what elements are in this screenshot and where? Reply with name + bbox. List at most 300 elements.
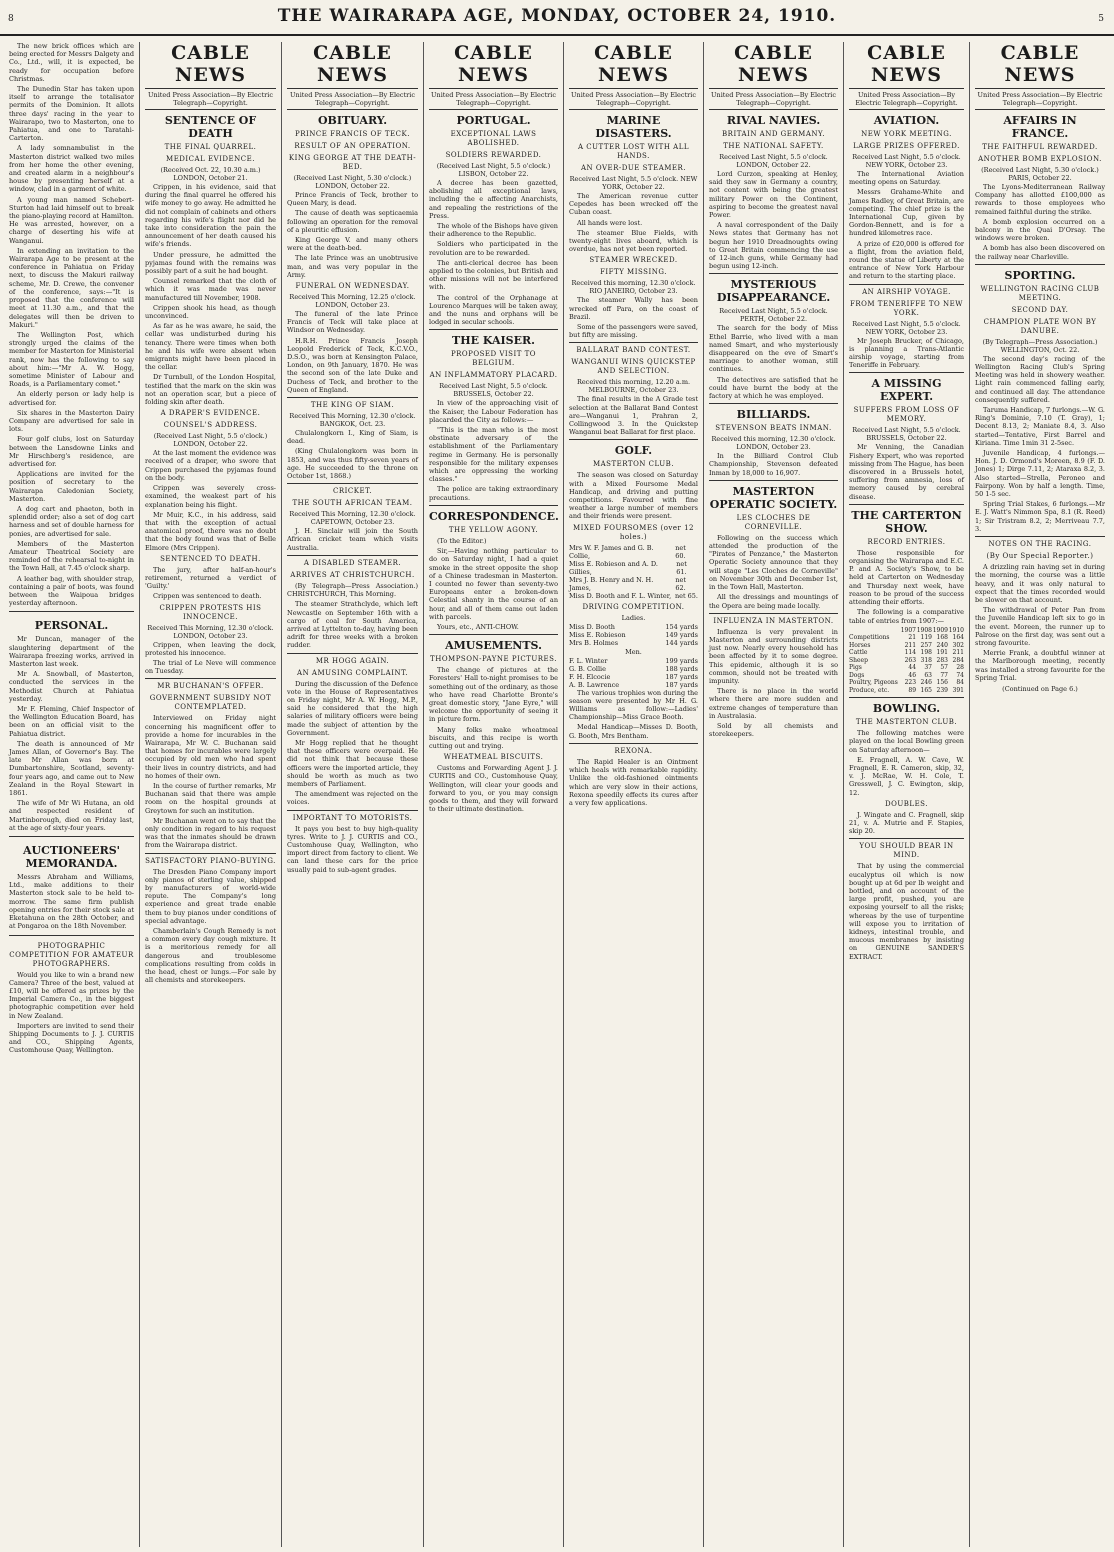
article-title: RIVAL NAVIES. [726, 114, 821, 127]
table-cell: 46 [908, 671, 917, 679]
article-subhead: PROPOSED VISIT TO BELGIUM. [450, 350, 537, 368]
article-subhead: SUFFERS FROM LOSS OF MEMORY. [853, 406, 960, 424]
result-value: net 62. [675, 575, 686, 592]
table-cell: 57 [940, 664, 948, 672]
paragraph: Customs and Forwarding Agent J. J. CURTIS and CO., Customhouse Quay, Wellington, will clear your goods and forward to you, or you may consign goods to them, and they will forward to their ultimate destination. [429, 764, 558, 814]
table-cell: 119 [920, 634, 932, 642]
paragraph: In the course of further remarks, Mr Buchanan said that there was ample room on the hospital grounds at Greytown for such an institution. [145, 781, 276, 815]
article-subhead: REXONA. [614, 746, 653, 755]
article-subhead: A DISABLED STEAMER. [303, 558, 402, 567]
dateline: Received This Morning, 12.30 o'clock. CAPETOWN, October 23. [289, 510, 416, 527]
article-subhead: IMPORTANT TO MOTORISTS. [292, 813, 413, 822]
divider [975, 536, 1105, 537]
article-paragraphs [569, 395, 698, 436]
table-cell: 283 [936, 656, 948, 664]
page-number-right: 5 [1098, 14, 1104, 24]
article-subhead: THE NATIONAL SAFETY. [723, 142, 824, 150]
divider [287, 810, 418, 811]
personal-heading: PERSONAL. [34, 619, 109, 633]
article-subhead: AN AIRSHIP VOYAGE. [862, 287, 951, 296]
continued-note: (Continued on Page 6.) [1002, 684, 1078, 693]
article-paragraphs [429, 179, 558, 326]
article-subhead: MR BUCHANAN'S OFFER. [157, 682, 264, 691]
paragraph: The detectives are satisfied that he could have burnt the body at the factory at which he was employed. [709, 375, 838, 401]
article-paragraphs [287, 825, 418, 874]
article-paragraphs [709, 534, 838, 610]
paragraph: It pays you best to buy high-quality tyres. Write to J. J. CURTIS and CO., Customhouse Quay, Wellington, who import direct from factory to client. We can land these cars for the price usually paid to sub-agent grades. [287, 824, 418, 874]
result-value: 154 yards [665, 622, 698, 631]
table-cell: 89 [908, 686, 917, 694]
cable-news-banner: CABLE NEWS [975, 42, 1105, 89]
photo-paragraphs [9, 971, 134, 1055]
article-paragraphs [145, 183, 276, 406]
result-row [569, 657, 698, 665]
paragraph: The steamer Blue Fields, with twenty-eight lives aboard, which is overdue, has not yet been reported. [569, 228, 698, 254]
article-subhead: FIFTY MISSING. [600, 268, 667, 277]
paragraph: The following matches were played on the local Bowling green on Saturday afternoon— [849, 729, 964, 754]
men-results [569, 657, 698, 689]
table-cell: 44 [908, 664, 917, 672]
column-aviation [844, 42, 970, 1547]
paragraph: Chulalongkorn I., King of Siam, is dead. [287, 429, 418, 446]
article-subhead: SENTENCED TO DEATH. [160, 554, 261, 563]
divider [849, 284, 964, 285]
result-value: 187 yards [665, 672, 698, 681]
table-header-cell [849, 627, 900, 635]
article-title: BILLIARDS. [736, 408, 811, 422]
table-cell: Horses [849, 641, 871, 649]
paragraph: The jury, after half-an-hour's retirement, returned a verdict of 'Guilty.' [145, 565, 276, 591]
result-row [569, 639, 698, 647]
article-subhead: ARRIVES AT CHRISTCHURCH. [290, 570, 415, 579]
table-cell: Produce, etc. [849, 686, 890, 694]
table-cell: 211 [952, 649, 964, 657]
paragraph: The Lyons-Mediterranean Railway Company has allotted £100,000 as rewards to those employees who remained faithful during the strike. [975, 183, 1105, 216]
article-subhead: AN AMUSING COMPLAINT. [297, 668, 408, 677]
article-paragraphs [287, 191, 418, 279]
dateline: Received Last Night, 5.5 o'clock. BRUSSELS, October 22. [852, 426, 961, 443]
result-name: Mrs W. F. James and G. B. Collie, [569, 543, 654, 560]
paragraph: "This is the man who is the most obstinate adversary of the establishment of the Parliamentary regime in Germany. He is personally responsible for the military expenses which are oppressing the working classes." [429, 426, 558, 484]
table-cell: Pigs [849, 664, 862, 672]
dateline: (Received Last Night, 5.30 o'clock.) LONDON, October 22. [293, 174, 412, 190]
divider [849, 372, 964, 373]
paragraph: The new brick offices which are being erected for Messrs Dalgety and Co., Ltd., will, it is expected, be ready for occupation before Christmas. [9, 42, 134, 83]
divider [287, 555, 418, 556]
auctioneers-heading: AUCTIONEERS' MEMORANDA. [22, 844, 121, 871]
divider [145, 678, 276, 679]
result-name: Miss D. Booth [569, 622, 615, 631]
article-paragraphs [975, 355, 1105, 533]
dateline: (Received Last Night, 5.5 o'clock.) LONDON, October 22. [153, 432, 268, 449]
table-cell: 28 [956, 664, 964, 672]
paragraph: Crippen was severely cross-examined, the weakest part of his explanation being his flight. [145, 484, 276, 509]
article-subhead: STEVENSON BEATS INMAN. [715, 424, 832, 433]
dateline: (Received Oct. 22, 10.30 a.m.) LONDON, October 21. [160, 166, 261, 182]
paragraph: (King Chulalongkorn was born in 1853, and was thus fifty-seven years of age. He succeeded to the throne on October 1st, 1868.) [287, 447, 418, 481]
dateline: Received Last Night, 5.5 o'clock. BRUSSELS, October 22. [439, 382, 548, 399]
article-title: SENTENCE OF DEATH [164, 114, 257, 140]
article-subhead: MEDICAL EVIDENCE. [166, 155, 255, 163]
divider [849, 697, 964, 698]
article-paragraphs [569, 296, 698, 339]
table-cell: 74 [956, 671, 964, 679]
article-paragraphs [287, 429, 418, 480]
article-subhead: THOMPSON-PAYNE PICTURES. [430, 655, 557, 664]
paragraph: An elderly person or lady help is advertised for. [9, 390, 134, 407]
article-title: MASTERTON OPERATIC SOCIETY. [709, 484, 838, 511]
table-cell: Dogs [849, 671, 865, 679]
dateline: (Received Last Night, 5.30 o'clock.) PARIS, October 22. [981, 166, 1099, 182]
divider [429, 505, 558, 506]
paragraph: Mr F. Fleming, Chief Inspector of the Wellington Education Board, has been on an official visit to the Pahiatua district. [9, 705, 134, 738]
article-subhead: FROM TENERIFFE TO NEW YORK. [850, 299, 963, 317]
table-cell: 302 [952, 641, 964, 649]
article-subhead: COUNSEL'S ADDRESS. [163, 421, 258, 430]
article-subhead: FUNERAL ON WEDNESDAY. [295, 282, 410, 291]
table-cell: 318 [920, 656, 932, 664]
column-sentence-of-death [140, 42, 282, 1547]
paragraph: The second day's racing of the Wellington Racing Club's Spring Meeting was held in showery weather. Light rain commenced falling early, and continued all day. The attendance consequently suffered. [975, 354, 1105, 404]
result-value: 187 yards [665, 680, 698, 689]
paragraph: The final results in the A Grade test selection at the Ballarat Band Contest are—Wanganui 1, Prahran 2, Collingwood 3. In the Quickstep Wanganui beat Ballarat for first place. [569, 395, 698, 437]
cable-news-banner: CABLE NEWS [145, 42, 276, 89]
table-cell: 239 [936, 686, 948, 694]
article-subhead: LES CLOCHES DE CORNEVILLE. [736, 513, 811, 531]
paragraph: Soldiers who participated in the revolution are to be rewarded. [429, 240, 558, 257]
paragraph: Spring Trial Stakes, 6 furlongs.—Mr E. J. Watt's Nimmon Spa, 8.1 (R. Reed) 1; Sir Tristram 8.2, 2; Merriveau 7.7, 3. [975, 500, 1105, 533]
paragraph: Mr A. Snowball, of Masterton, conducted the services in the Methodist Church at Pahiatua yesterday. [9, 670, 134, 703]
article-paragraphs [287, 527, 418, 552]
paragraph: That by using the commercial eucalyptus oil which is now bought up at 6d per lb weight and bottled, and on account of the large profit, pushed, you are exposing yourself to all the risks; whereas by the use of turpentine will expose you to irritation of kidneys, intestinal trouble, and mucous membranes by insisting on GENUINE SANDER'S EXTRACT. [849, 862, 964, 961]
article-title: AVIATION. [873, 114, 940, 127]
paragraph: Messrs Abraham and Williams, Ltd., make additions to their Masterton stock sale to be held to-morrow. The same firm publish opening entries for their stock sale at Eketahuna on the 28th October, and at Pongaroa on the 18th November. [9, 873, 134, 931]
paragraph: Merrie Frank, a doubtful winner at the Marlborough meeting, recently was installed a strong favourite for the Spring Trial. [975, 649, 1105, 682]
paragraph: Chamberlain's Cough Remedy is not a common every day cough mixture. It is a meritorious remedy for all dangerous and troublesome complications resulting from colds in the head, chest or lungs.—For sale by all chemists and storekeepers. [145, 927, 276, 985]
paragraph: The various trophies won during the season were presented by Mr H. G. Williams as follow:—Ladies' Championship—Miss Grace Booth. [569, 688, 698, 722]
result-name: F. L. Winter [569, 656, 608, 665]
article-subhead: NEW YORK MEETING. [861, 130, 952, 138]
table-cell: 284 [952, 656, 964, 664]
table-cell: 168 [936, 634, 948, 642]
table-cell: 211 [904, 641, 917, 649]
paragraph: Mr Muir, K.C., in his address, said that with the exception of actual anatomical proof, there was no doubt that the body found was that of Belle Elmore (Mrs Crippen). [145, 510, 276, 552]
article-subhead: RECORD ENTRIES. [867, 537, 946, 546]
article-subhead: BRITAIN AND GERMANY. [722, 130, 825, 138]
article-paragraphs [849, 811, 964, 836]
result-value: 149 yards [665, 630, 698, 639]
divider [709, 480, 838, 481]
result-row [569, 576, 698, 592]
article-paragraphs [569, 689, 698, 740]
article-title: AMUSEMENTS. [445, 639, 542, 653]
article-subhead: SECOND DAY. [1011, 305, 1069, 314]
service-line: United Press Association—By Electric Telegraph—Copyright. [849, 89, 964, 110]
paragraph: Mr Duncan, manager of the slaughtering department of the Wairarapa freezing works, arrived in Masterton last week. [9, 635, 134, 669]
dateline: Received Last Night, 5.5 o'clock. NEW YORK, October 23. [852, 153, 961, 169]
table-row [849, 634, 964, 642]
entries-table-header [849, 627, 964, 635]
result-row [569, 665, 698, 673]
paragraph: There is no place in the world where there are more sudden and extreme changes of temperature than in Australasia. [709, 687, 838, 720]
table-row [849, 664, 964, 672]
table-cell: 114 [904, 649, 917, 657]
paragraph: A bomb explosion occurred on a balcony in the Quai D'Orsay. The windows were broken. [975, 217, 1105, 243]
paragraph: The anti-clerical decree has been applied to the colonies, but British and other missions will not be interfered with. [429, 258, 558, 292]
article-subhead: A DRAPER'S EVIDENCE. [160, 409, 261, 418]
article-subhead: THE FAITHFUL REWARDED. [982, 143, 1098, 151]
paragraph: Sold by all chemists and storekeepers. [709, 721, 838, 739]
table-cell: 391 [952, 686, 964, 694]
photo-heading: PHOTOGRAPHIC COMPETITION FOR AMATEUR PHOTOGRAPHERS. [9, 941, 134, 968]
article-subhead: THE KING OF SIAM. [310, 401, 395, 410]
table-cell: 21 [908, 634, 917, 642]
table-cell: 84 [956, 679, 964, 687]
article-subhead: BALLARAT BAND CONTEST. [576, 346, 691, 355]
paragraph: Taruma Handicap, 7 furlongs.—W. G. Ring's Dominie, 7.10 (T. Gray), 1; Decent 8.13, 2; Maniate 8.4, 3. Also started—Tentative, First Barrel and Kiriana. Time 1min 31 2-5sec. [975, 406, 1105, 447]
paragraph: Counsel remarked that the cloth of which it was made was never manufactured till November, 1908. [145, 277, 276, 302]
page-number-left: 8 [8, 14, 14, 24]
result-name: Mrs J. B. Henry and N. H. James, [569, 575, 654, 592]
article-subhead: YOU SHOULD BEAR IN MIND. [859, 842, 954, 860]
paragraph: Members of the Masterton Amateur Theatrical Society are reminded of the rehearsal to-night in the Town Hall, at 7.45 o'clock sharp. [9, 539, 134, 573]
article-subhead: DOUBLES. [885, 799, 928, 808]
result-name: Miss E. Robieson and A. D. Gillies, [569, 559, 658, 576]
article-title: GOLF. [614, 444, 653, 458]
table-cell: 156 [936, 679, 948, 687]
paragraph: Crippen was sentenced to death. [153, 592, 262, 601]
paragraph: In the Billiard Control Club Championship, Stevenson defeated Inman by 18,000 to 16,907. [709, 452, 838, 477]
dateline: Received Last Night, 5.5 o'clock. NEW YORK, October 22. [569, 175, 698, 191]
personal-section [9, 611, 134, 832]
article-title: AFFAIRS IN FRANCE. [1003, 114, 1077, 140]
paragraph: Mr Buchanan went on to say that the only condition in regard to his request was that the inmates should be drawn from the Wairarapa district. [145, 816, 276, 850]
divider [569, 342, 698, 343]
article-subhead: CRIPPEN PROTESTS HIS INNOCENCE. [159, 603, 262, 621]
article-subhead: KING GEORGE AT THE DEATH-BED. [288, 154, 417, 171]
dateline: (Received Last Night, 5.5 o'clock.) LISBON, October 22. [436, 162, 551, 178]
table-cell: 37 [924, 664, 932, 672]
newspaper-title: THE WAIRARAPA AGE, MONDAY, OCTOBER 24, 1910. [277, 6, 837, 26]
article-subhead: STEAMER WRECKED. [589, 256, 678, 265]
table-cell: Poultry, Pigeons [849, 679, 898, 687]
service-line: United Press Association—By Electric Telegraph—Copyright. [975, 89, 1105, 110]
paragraph: The funeral of the late Prince Francis of Teck will take place at Windsor on Wednesday. [287, 310, 418, 335]
paragraph: The season was closed on Saturday with a Mixed Foursome Medal Handicap, and driving and putting competitions. Favoured with fine weather a large number of members and their friends were present. [569, 471, 698, 521]
paragraph: Would you like to win a brand new Camera? Three of the best, valued at £10, will be offered as prizes by the Imperial Camera Co., in the biggest photographic competition ever held in New Zealand. [9, 970, 134, 1020]
article-title: CORRESPONDENCE. [429, 509, 559, 523]
article-paragraphs [145, 449, 276, 551]
table-cell: 63 [924, 671, 932, 679]
paragraph: The whole of the Bishops have given their adherence to the Republic. [429, 222, 558, 239]
entries-table [849, 627, 964, 695]
service-line: United Press Association—By Electric Telegraph—Copyright. [569, 89, 698, 110]
dateline: Received Last Night, 5.5 o'clock. NEW YORK, October 23. [852, 319, 961, 336]
article-subhead: (By Our Special Reporter.) [986, 552, 1094, 561]
result-row [569, 623, 698, 631]
article-paragraphs [145, 566, 276, 601]
divider [569, 743, 698, 744]
paragraph: The Dunedin Star has taken upon itself to arrange the totalisator permits of the Dominion. It allots three days' racing in the year to Wairarapo, two to Masterton, one to Pahiatua, and one to Taratahi-Carterton. [9, 85, 134, 143]
divider [709, 273, 838, 274]
paragraph: A naval correspondent of the Daily News states that Germany has not begun her 1910 Dreadnoughts owing to Great Britain commencing the use of 12-inch guns, while Germany had begun using 12-inch. [709, 221, 838, 271]
paragraph: The change of pictures at the Foresters' Hall to-night promises to be something out of the ordinary, as those who have read Charlotte Bronte's great domestic story, "Jane Eyre," will welcome the opportunity of seeing it in picture form. [429, 666, 558, 724]
paragraph: In view of the approaching visit of the Kaiser, the Labour Federation has placarded the City as follows:— [429, 399, 558, 424]
service-line: United Press Association—By Electric Telegraph—Copyright. [287, 89, 418, 110]
result-row [569, 681, 698, 689]
article-paragraphs [429, 666, 558, 750]
article-subhead: NOTES ON THE RACING. [988, 540, 1092, 549]
paragraph: Under pressure, he admitted the pyjamas found with the remains was possibly part of a suit he had bought. [145, 250, 276, 276]
paragraph: Importers are invited to send their Shipping Documents to J. J. CURTIS and CO., Shipping Agents, Customhouse Quay, Wellington. [9, 1021, 134, 1055]
article-subhead: CHAMPION PLATE WON BY DANUBE. [983, 317, 1097, 335]
paragraph: The steamer Wally has been wrecked off Para, on the coast of Brazil. [569, 296, 698, 321]
paragraph: The search for the body of Miss Ethel Barrie, who lived with a man named Smart, and who mysteriously disappeared on the eve of Smart's marriage to another woman, still continues. [709, 324, 838, 374]
article-paragraphs [569, 192, 698, 253]
table-cell: Cattle [849, 649, 868, 657]
table-cell: 164 [952, 634, 964, 642]
paragraph: Prince Francis of Teck, brother to Queen Mary, is dead. [287, 191, 418, 208]
paragraph: The death is announced of Mr James Allan, of Governor's Bay. The late Mr Allan was born at Dumbartonshire, Scotland, seventy-four years ago, and came out to New Zealand in the Royal Stewart in 1861. [9, 739, 134, 798]
article-title: THE CARTERTON SHOW. [851, 508, 962, 535]
article-subhead: LARGE PRIZES OFFERED. [853, 142, 960, 150]
paragraph: As far as he was aware, he said, the cellar was undisturbed during his tenancy. There were times when both he and his wife were absent when emigrants might have been placed in the cellar. [145, 322, 276, 372]
result-value: net 65. [674, 591, 698, 600]
table-header-cell: 1908 [916, 626, 932, 634]
paragraph: All the dressings and mountings of the Opera are being made locally. [709, 593, 838, 610]
article-paragraphs [429, 764, 558, 813]
auctioneers-paragraphs [9, 873, 134, 930]
paragraph: During the discussion of the Defence vote in the House of Representatives on Friday night, Mr A. W. Hogg, M.P., said he considered that the high salaries of military officers were being made the subject of attention by the Government. [287, 679, 418, 737]
dateline: Received Last Night, 5.5 o'clock. PERTH, October 22. [719, 307, 828, 324]
column-local-news [4, 42, 140, 1547]
paragraph: The withdrawal of Peter Pan from the Juvenile Handicap left six to go in the event. Moreen, the runner up to Palrose on the first day, was sent out a strong favourite. [975, 606, 1105, 647]
article-title: A MISSING EXPERT. [871, 377, 942, 404]
divider [429, 329, 558, 330]
table-cell: Competitions [849, 634, 890, 642]
table-cell: 223 [904, 679, 917, 687]
dateline: Received This Morning, 12.30 o'clock. LONDON, October 23. [147, 623, 274, 640]
article-subhead: MASTERTON CLUB. [592, 460, 675, 469]
local-news-paragraphs [9, 42, 134, 607]
article-subhead: PRINCE FRANCIS OF TECK. [295, 130, 410, 138]
dateline: Received Last Night, 5.5 o'clock. LONDON, October 22. [719, 153, 828, 169]
paragraph: The amendment was rejected on the voices. [287, 790, 418, 807]
table-cell: 240 [936, 641, 948, 649]
columns [4, 42, 1110, 1547]
result-row [569, 544, 698, 560]
paragraph: (By Telegraph—Press Association.) CHRISTCHURCH, This Morning. [287, 581, 418, 599]
article-paragraphs [569, 471, 698, 520]
table-cell: 246 [920, 679, 932, 687]
article-subhead: A CUTTER LOST WITH ALL HANDS. [578, 143, 689, 160]
dateline: Received this morning, 12.20 a.m. MELBOURNE, October 23. [576, 378, 691, 395]
paragraph: J. Wingate and C. Fragnell, skip 21, v. A. Mutrie and F. Stapies, skip 20. [849, 810, 964, 836]
divider [287, 397, 418, 398]
divider [145, 853, 276, 854]
masthead [0, 0, 1114, 36]
article-title: OBITUARY. [317, 114, 388, 127]
paragraph: (To the Editor.) [437, 536, 487, 545]
divider [569, 439, 698, 440]
golf-results [569, 544, 698, 600]
article-subhead: EXCEPTIONAL LAWS ABOLISHED. [450, 130, 537, 147]
paragraph: Influenza is very prevalent in Masterton and surrounding districts just now. Nearly every household has been affected by it to some degree. This epidemic, although it is so common, should not be treated with impunity. [709, 627, 838, 685]
paragraph: The police are taking extraordinary precautions. [429, 485, 558, 502]
article-paragraphs [975, 563, 1105, 682]
article-subhead: THE YELLOW AGONY. [448, 525, 539, 534]
paragraph: Yours, etc., ANTI-CHOW. [437, 622, 519, 631]
paragraph: Dr Turnbull, of the London Hospital, testified that the mark on the skin was not an operation scar, but a piece of folding skin after death. [145, 373, 276, 407]
article-subhead: WELLINGTON RACING CLUB MEETING. [980, 284, 1100, 302]
paragraph: A prize of £20,000 is offered for a flight, from the aviation field, round the statue of Liberty at the entrance of New York Harbour and return to the starting place. [849, 239, 964, 281]
article-title: PORTUGAL. [456, 114, 531, 127]
article-paragraphs [569, 758, 698, 807]
paragraph: Six shares in the Masterton Dairy Company are advertised for sale in lots. [9, 408, 134, 434]
table-header-cell: 1907 [900, 626, 917, 634]
paragraph: The late Prince was an unobtrusive man, and was very popular in the Army. [287, 254, 418, 279]
table-cell: 198 [920, 649, 932, 657]
result-row [569, 560, 698, 576]
article-paragraphs [145, 868, 276, 985]
paragraph: The wife of Mr Wi Hutana, an old and respected resident of Martinborough, died on Friday last, at the age of sixty-four years. [9, 799, 134, 832]
paragraph: At the last moment the evidence was received of a draper, who swore that Crippen purchased the pyjamas found on the body. [145, 449, 276, 482]
personal-paragraphs [9, 635, 134, 832]
paragraph: The Wellington Post, which strongly urged the claims of the member for Masterton for Ministerial rank, now has the following to say about him:—"Mr A. W. Hogg, sometime Minister of Labour and Roads, is a Parliamentary comet." [9, 330, 134, 389]
table-cell: 77 [940, 671, 948, 679]
column-portugal [424, 42, 564, 1547]
result-value: 188 yards [665, 664, 698, 673]
article-paragraphs [849, 337, 964, 370]
dateline: Received This Morning, 12.25 o'clock. LONDON, October 23. [289, 293, 416, 310]
article-subhead: SATISFACTORY PIANO-BUYING. [145, 856, 276, 865]
divider [849, 504, 964, 505]
article-subhead: THE SOUTH AFRICAN TEAM. [292, 499, 413, 508]
article-paragraphs [145, 714, 276, 849]
article-paragraphs [975, 183, 1105, 261]
service-line: United Press Association—By Electric Telegraph—Copyright. [709, 89, 838, 110]
article-title: SPORTING. [1004, 268, 1076, 282]
paragraph: A young man named Schebert-Sturton had laid himself out to break the piano-playing record at Hamilton. He was arrested, however, on a charge of deserting his wife at Wanganui. [9, 195, 134, 245]
article-paragraphs [287, 310, 418, 394]
paragraph: Medal Handicap—Misses D. Booth, G. Booth, Mrs Bentham. [569, 723, 698, 740]
column-obituary [282, 42, 424, 1547]
article-subhead: MR HOGG AGAIN. [315, 656, 390, 665]
article-paragraphs [709, 628, 838, 739]
article-paragraphs [709, 324, 838, 400]
article-paragraphs [849, 549, 964, 625]
table-cell: 263 [904, 656, 917, 664]
service-line: United Press Association—By Electric Telegraph—Copyright. [429, 89, 558, 110]
divider [975, 264, 1105, 265]
paragraph: The steamer Strathclyde, which left Newcastle on September 16th with a cargo of coal for South America, arrived at Lyttelton to-day, having been adrift for three weeks with a broken rudder. [287, 600, 418, 650]
article-subhead: THE FINAL QUARREL. [164, 143, 257, 151]
article-subhead: DRIVING COMPETITION. [582, 602, 685, 611]
result-name: Miss D. Booth and F. L. Winter, [569, 591, 672, 600]
table-cell: 165 [920, 686, 932, 694]
article-subhead: WHEATMEAL BISCUITS. [443, 753, 544, 762]
article-subhead: INFLUENZA IN MASTERTON. [713, 616, 834, 625]
entries-table-body [849, 634, 964, 694]
cable-news-banner: CABLE NEWS [849, 42, 964, 89]
paragraph: Mr Joseph Brucker, of Chicago, is planning a Trans-Atlantic airship voyage, starting from Teneriffe in February. [849, 336, 964, 370]
paragraph: A lady somnambulist in the Masterton district walked two miles from her home the other evening, and created alarm in a neighbour's house by presenting herself at a window, clad in a garment of white. [9, 144, 134, 194]
article-subhead: RESULT OF AN OPERATION. [294, 142, 411, 150]
paragraph: Mr Hogg replied that he thought that these officers were overpaid. He did not think that because these officers were the imported article, they should be worth as much as two members of Parliament. [287, 738, 418, 788]
result-row [569, 673, 698, 681]
divider [287, 653, 418, 654]
table-row [849, 642, 964, 650]
